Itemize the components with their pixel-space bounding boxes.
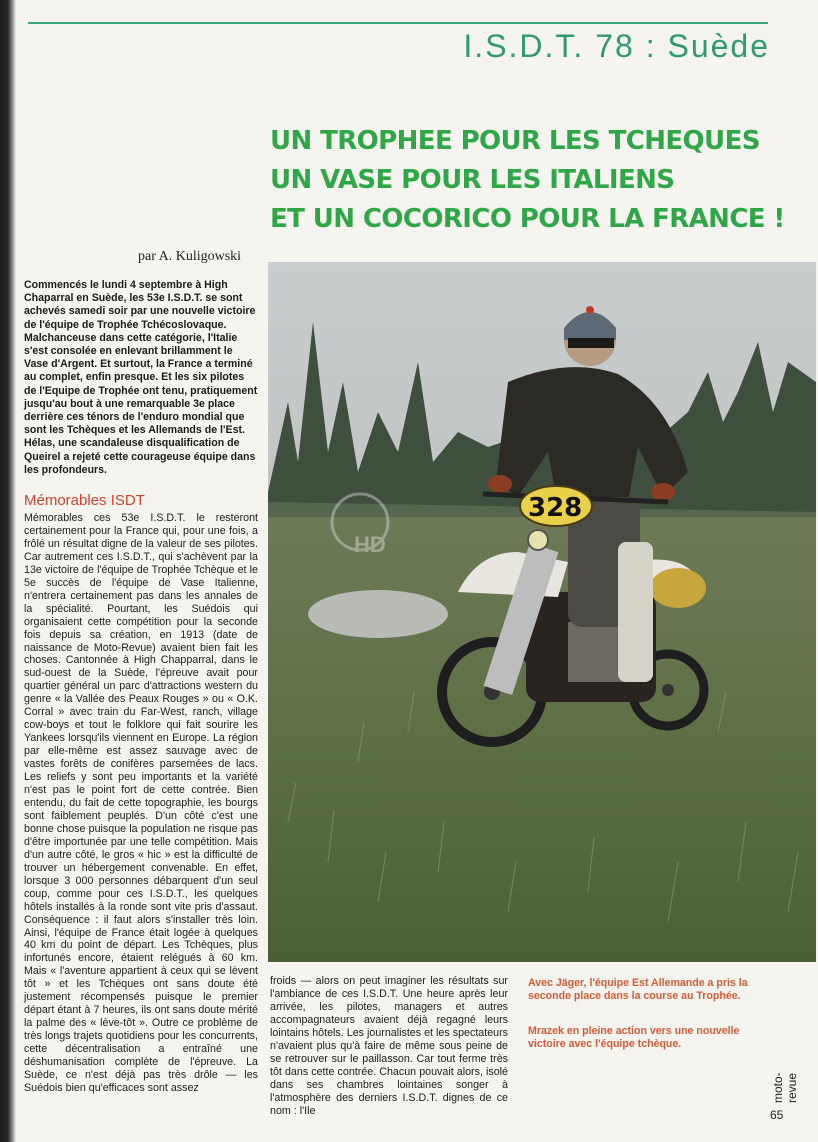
headline-line-1: UN TROPHEE POUR LES TCHEQUES — [270, 126, 760, 156]
header-rule — [28, 22, 768, 24]
body-column-1: Mémorables ces 53e I.S.D.T. le resteront certainement pour la France qui, pour une fois, a frôlé un résultat digne de la valeur de ses pilotes. Car autrement ces I.S.D.T., qui s'achèvent par la 13e victoire de l'équipe de Trophée Tchèque et le 5e succès de l'équipe de Vase Italienne, n'entrera certainement pas dans les annales de la spécialité. Pourtant, les Suédois qui organisaient cette compétition pour la seconde fois depuis sa création, en 1913 (date de naissance de Moto-Revue) avaient bien fait les choses. Cantonnée à High Chapparral, dans le sud-ouest de la Suède, l'épreuve avait pour quartier général un parc d'attractions western du genre « la Vallée des Peaux Rouges » ou « O.K. Corral » avec train du Far-West, ranch, village cow-boys et tout le folklore qui fait sourire les Yankees lorsqu'ils viennent en Europe. La région par elle-même est assez sauvage avec de vastes forêts de conifères parsemées de lacs. Les reliefs y sont peu importants et la variété n'est pas le point fort de cette contrée. Bien entendu, du fait de cette topographie, les bourgs sont faiblement peuplés. D'un côté c'est une bonne chose puisque la population ne risque pas d'être importunée par une telle compétition. Mais d'un autre côté, le gros « hic » est la difficulté de trouver un hébergement convenable. En effet, lorsque 3 000 personnes débarquent d'un seul coup, comme pour ces I.S.D.T., les quelques hôtels installés à la ronde sont vite pris d'assaut. Conséquence : il faut alors s'installer très loin. Ainsi, l'équipe de France était logée à quelques 40 km du point de départ. Les Tchèques, plus infortunés encore, étaient relégués à 60 km. Mais « l'aventure appartient à ceux qui se lèvent tôt » et les Tchèques ont sans doute été justement récompensés puisque le premier départ étant à 7 heures, ils ont sans doute mérité la palme des « lève-tôt ». Outre ce problème de très longs trajets quotidiens pour les concurrents, cette décentralisation a entraîné une déshumanisation complète de l'épreuve. La Suède, ce n'est déjà pas très drôle — les Suédois bien qu'efficaces sont assez — [24, 512, 258, 1094]
binding-edge — [0, 0, 16, 1142]
headline — [270, 122, 790, 239]
headline-line-3: ET UN COCORICO POUR LA FRANCE ! — [270, 204, 785, 234]
headline-line-2: UN VASE POUR LES ITALIENS — [270, 165, 675, 195]
number-plate: 328 — [528, 493, 583, 523]
magazine-name: moto-revue — [771, 1072, 799, 1103]
watermark-text: HD — [354, 532, 386, 557]
motorcycle-photo — [268, 262, 816, 962]
byline: par A. Kuligowski — [138, 249, 242, 264]
intro-paragraph: Commencés le lundi 4 septembre à High Chaparral en Suède, les 53e I.S.D.T. se sont achevés samedi soir par une nouvelle victoire de l'équipe de Trophée Tchécoslovaque. Malchanceuse dans cette catégorie, l'Italie s'est consolée en enlevant brillamment le Vase d'Argent. Et surtout, la France a terminé au complet, enfin presque. Et les six pilotes de l'Equipe de Trophée ont tenu, pratiquement jusqu'au bout à une remarquable 3e place derrière ces ténors de l'enduro mondial que sont les Tchèques et les Allemands de l'Est. Hélas, une scandaleuse disqualification de Queirel a rejeté cette courageuse équipe dans les profondeurs. — [24, 279, 258, 476]
photo-caption-2: Mrazek en pleine action vers une nouvelle victoire avec l'équipe tchèque. — [528, 1025, 740, 1050]
section-title: I.S.D.T. 78 : Suède — [463, 28, 770, 64]
page-number: 65 — [770, 1108, 784, 1122]
subhead: Mémorables ISDT — [24, 492, 145, 509]
photo-caption-1: Avec Jäger, l'équipe Est Allemande a pris la seconde place dans la course au Trophée. — [528, 977, 748, 1002]
body-column-2: froids — alors on peut imaginer les résultats sur l'ambiance de ces I.S.D.T. Une heure après leur arrivée, les pilotes, managers et autres accompagnateurs avaient déjà regagné leurs lointains hôtels. Les journalistes et les spectateurs n'avaient plus qu'à faire de même sous peine de se retrouver sur le paillasson. Car tout ferme très tôt dans cette contrée. Chacun pouvait alors, isolé dans ses chambres lointaines songer à l'atmosphère des derniers I.S.D.T. dignes de ce nom : l'Ile — [270, 975, 508, 1117]
